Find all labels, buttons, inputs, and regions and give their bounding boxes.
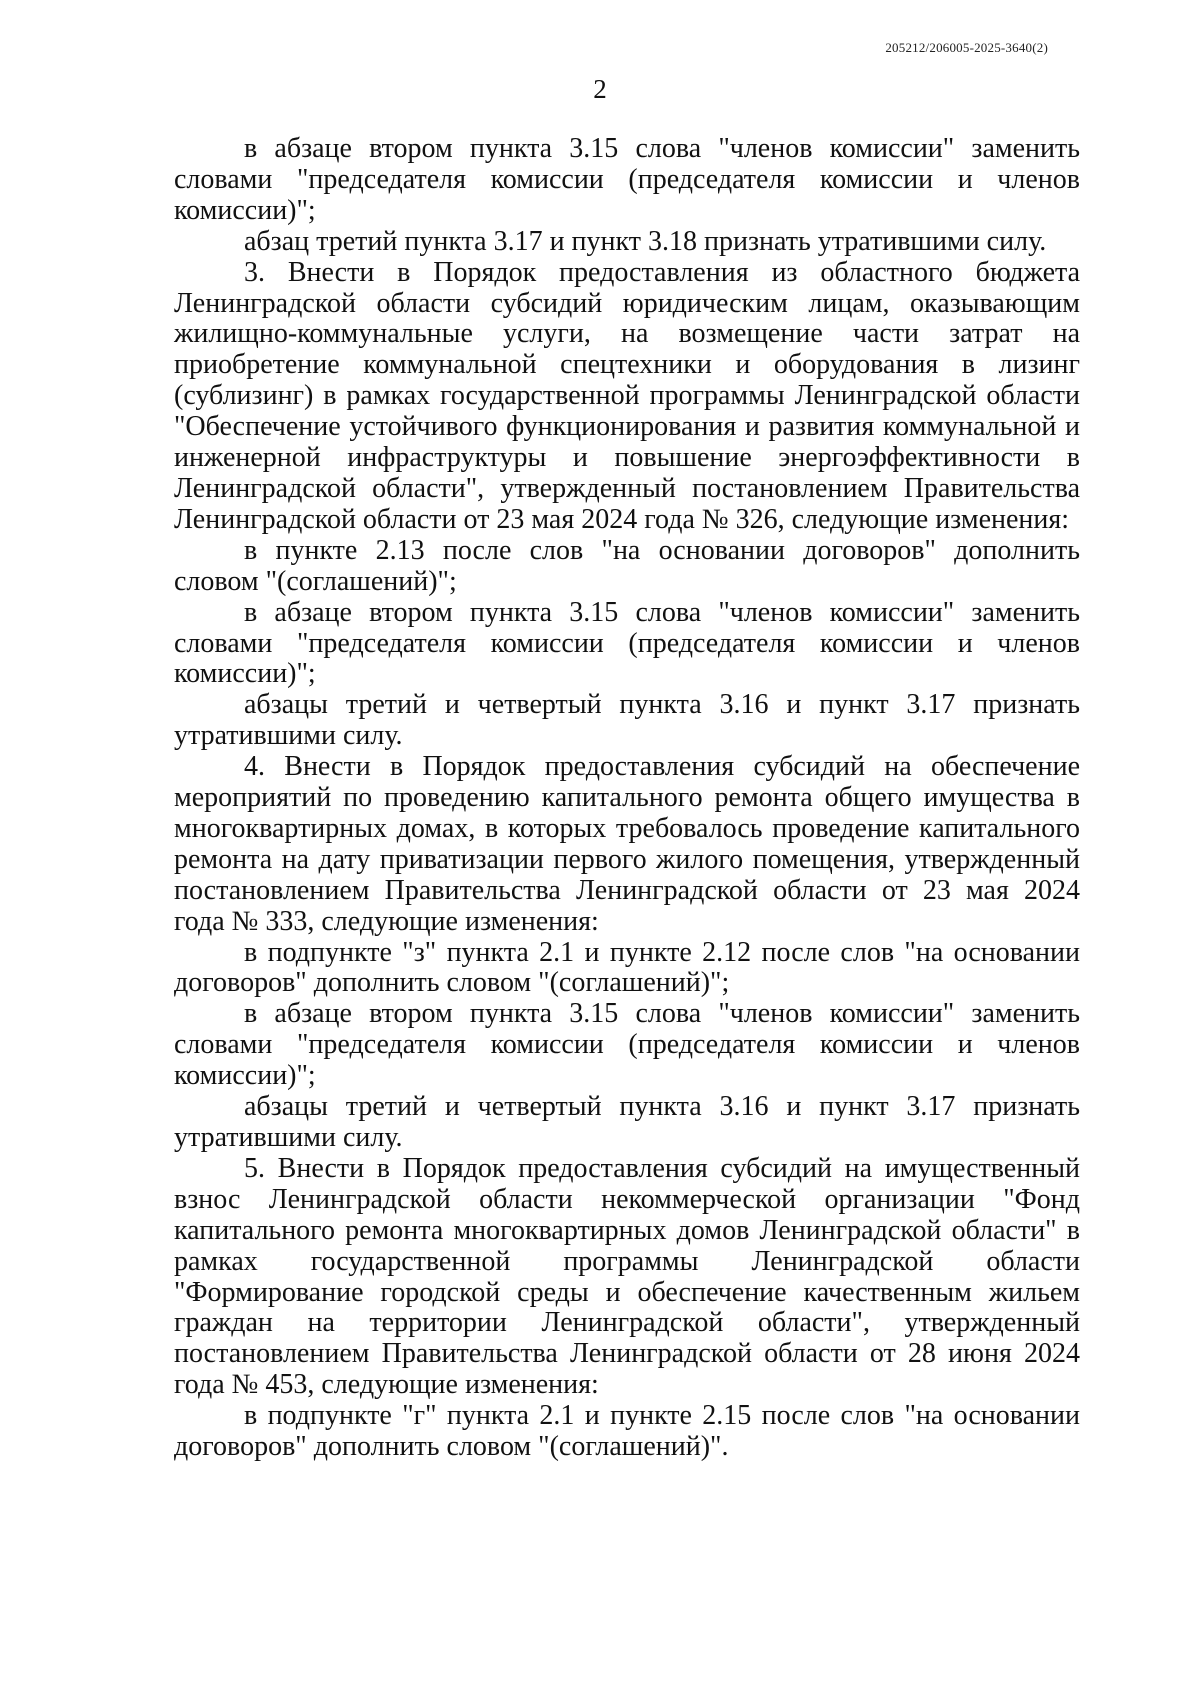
document-body	[174, 134, 1080, 1463]
paragraph-3-17-3-18-void: абзац третий пункта 3.17 и пункт 3.18 признать утратившими силу.	[244, 225, 1047, 257]
paragraph-item-3-intro: 3. Внести в Порядок предоставления из областного бюджета Ленинградской области субсидий юридическим лицам, оказывающим жилищно-коммунальные услуги, на возмещение части затрат на приобретение коммунальной спецтехники и оборудования в лизинг (сублизинг) в рамках государственной программы Ленинградской области "Обеспечение устойчивого функционирования и развития коммунальной и инженерной инфраструктуры и повышение энергоэффективности в Ленинградской области", утвержденный постановлением Правительства Ленинградской области от 23 мая 2024 года № 326, следующие изменения:	[174, 256, 1080, 535]
paragraph-item-5-intro: 5. Внести в Порядок предоставления субсидий на имущественный взнос Ленинградской области некоммерческой организации "Фонд капитального ремонта многоквартирных домов Ленинградской области" в рамках государственной программы Ленинградской области "Формирование городской среды и обеспечение качественным жильем граждан на территории Ленинградской области", утвержденный постановлением Правительства Ленинградской области от 28 июня 2024 года № 453, следующие изменения:	[174, 1152, 1080, 1401]
paragraph-2-13-agreements: в пункте 2.13 после слов "на основании договоров" дополнить словом "(соглашений)";	[174, 534, 1080, 597]
paragraph-3-16-3-17-void: абзацы третий и четвертый пункта 3.16 и пункт 3.17 признать утратившими силу.	[174, 689, 1080, 752]
paragraph-3-15-commission-members: в абзаце втором пункта 3.15 слова "членов комиссии" заменить словами "председателя комиссии (председателя комиссии и членов комиссии)";	[174, 998, 1080, 1092]
paragraph-2-1-2-15-agreements: в подпункте "г" пункта 2.1 и пункте 2.15 после слов "на основании договоров" дополнить словом "(соглашений)".	[174, 1400, 1080, 1463]
document-id: 205212/206005-2025-3640(2)	[885, 40, 1048, 55]
page-number: 2	[593, 74, 607, 104]
paragraph-3-15-commission-members: в абзаце втором пункта 3.15 слова "членов комиссии" заменить словами "председателя комиссии (председателя комиссии и членов комиссии)";	[174, 596, 1080, 690]
paragraph-2-1-2-12-agreements: в подпункте "з" пункта 2.1 и пункте 2.12 после слов "на основании договоров" дополнить словом "(соглашений)";	[174, 936, 1080, 999]
paragraph-3-15-commission-members: в абзаце втором пункта 3.15 слова "членов комиссии" заменить словами "председателя комиссии (председателя комиссии и членов комиссии)";	[174, 133, 1080, 226]
paragraph-3-16-3-17-void: абзацы третий и четвертый пункта 3.16 и пункт 3.17 признать утратившими силу.	[174, 1091, 1080, 1153]
paragraph-item-4-intro: 4. Внести в Порядок предоставления субсидий на обеспечение мероприятий по проведению капитального ремонта общего имущества в многоквартирных домах, в которых требовалось проведение капитального ремонта на дату приватизации первого жилого помещения, утвержденный постановлением Правительства Ленинградской области от 23 мая 2024 года № 333, следующие изменения:	[174, 751, 1080, 937]
